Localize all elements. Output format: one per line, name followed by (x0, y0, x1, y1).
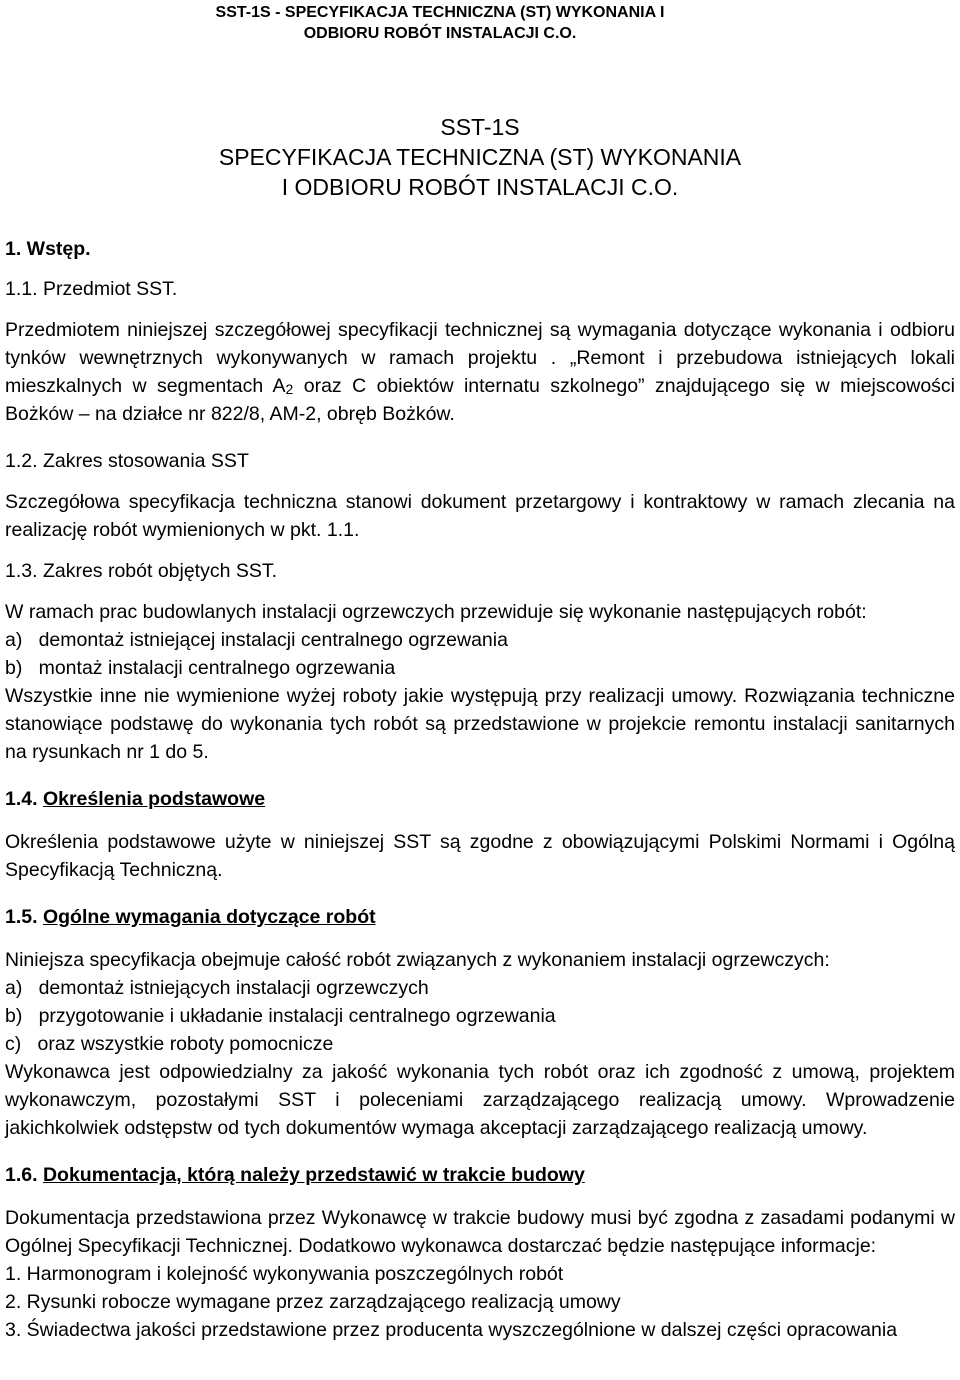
section-1-1-text-b: oraz C obiektów internatu szkolnego” znajdującego się w miejscowości Bożków – na działce nr 822/8, AM-2, obręb Bożków. (5, 375, 955, 425)
title-line-3: I ODBIORU ROBÓT INSTALACJI C.O. (281, 174, 679, 200)
section-1-4-text: Określenia podstawowe użyte w niniejszej SST są zgodne z obowiązującymi Polskimi Normami i Ogólną Specyfikacją Techniczną. (5, 831, 955, 881)
section-1-4-number: 1.4. (5, 788, 38, 810)
section-1-4-title: Określenia podstawowe (42, 788, 266, 810)
section-1-2-text: Szczegółowa specyfikacja techniczna stanowi dokument przetargowy i kontraktowy w ramach zlecania na realizację robót wymienionych w pkt. 1.1. (5, 491, 955, 541)
section-1-5-number: 1.5. (5, 906, 38, 928)
section-1-5-item-c: c) oraz wszystkie roboty pomocnicze (5, 1033, 334, 1055)
section-1-6-title: Dokumentacja, którą należy przedstawić w trakcie budowy (42, 1164, 585, 1186)
section-1-heading: 1. Wstęp. (5, 238, 91, 260)
section-1-5-heading (5, 904, 955, 930)
section-1-1-text (5, 316, 955, 428)
section-1-5-item-a: a) demontaż istniejących instalacji ogrzewczych (5, 977, 429, 999)
section-1-5-title: Ogólne wymagania dotyczące robót (42, 906, 376, 928)
section-1-3-heading: 1.3. Zakres robót objętych SST. (5, 560, 278, 582)
section-1-5-item-b: b) przygotowanie i układanie instalacji centralnego ogrzewania (5, 1005, 556, 1027)
running-header-line-2: ODBIORU ROBÓT INSTALACJI C.O. (303, 25, 577, 42)
section-1-5-intro: Niniejsza specyfikacja obejmuje całość robót związanych z wykonaniem instalacji ogrzewczych: (5, 949, 830, 971)
running-header-line-1: SST-1S - SPECYFIKACJA TECHNICZNA (ST) WYKONANIA I (215, 4, 665, 21)
section-1-6-text: Dokumentacja przedstawiona przez Wykonawcę w trakcie budowy musi być zgodna z zasadami podanymi w Ogólnej Specyfikacji Technicznej. Dodatkowo wykonawca dostarczać będzie następujące informacje: (5, 1207, 955, 1257)
section-1-6-item-3: 3. Świadectwa jakości przedstawione przez producenta wyszczególnione w dalszej części opracowania (5, 1319, 898, 1341)
section-1-1-text-a: Przedmiotem niniejszej szczegółowej specyfikacji technicznej są wymagania dotyczące wykonania i odbioru tynków wewnętrznych wykonywanych w ramach projektu . „Remont i przebudowa istniejących lokali mieszkalnych w segmentach A (5, 319, 955, 397)
section-1-5-outro: Wykonawca jest odpowiedzialny za jakość wykonania tych robót oraz ich zgodność z umową, projektem wykonawczym, pozostałymi SST i poleceniami zarządzającego realizacją umowy. Wprowadzenie jakichkolwiek odstępstw od tych dokumentów wymaga akceptacji zarządzającego realizacją umowy. (5, 1061, 955, 1139)
section-1-3-intro: W ramach prac budowlanych instalacji ogrzewczych przewiduje się wykonanie następujących robót: (5, 601, 867, 623)
title-line-2: SPECYFIKACJA TECHNICZNA (ST) WYKONANIA (218, 144, 742, 170)
title-line-1: SST-1S (440, 114, 520, 140)
section-1-6-item-2: 2. Rysunki robocze wymagane przez zarządzającego realizacją umowy (5, 1291, 621, 1313)
running-header (5, 2, 875, 44)
document-title (5, 112, 955, 202)
section-1-2-heading: 1.2. Zakres stosowania SST (5, 450, 249, 472)
document-body (5, 236, 955, 1344)
section-1-6-number: 1.6. (5, 1164, 38, 1186)
section-1-1-subscript: 2 (285, 381, 294, 397)
section-1-4-heading (5, 786, 955, 812)
section-1-3-item-b: b) montaż instalacji centralnego ogrzewania (5, 657, 396, 679)
section-1-6-item-1: 1. Harmonogram i kolejność wykonywania poszczególnych robót (5, 1263, 564, 1285)
section-1-3-item-a: a) demontaż istniejącej instalacji centralnego ogrzewania (5, 629, 508, 651)
section-1-1-heading: 1.1. Przedmiot SST. (5, 278, 178, 300)
section-1-3-outro: Wszystkie inne nie wymienione wyżej roboty jakie występują przy realizacji umowy. Rozwiązania techniczne stanowiące podstawę do wykonania tych robót są przedstawione w projekcie remontu instalacji sanitarnych na rysunkach nr 1 do 5. (5, 685, 955, 763)
section-1-6-heading (5, 1162, 955, 1188)
